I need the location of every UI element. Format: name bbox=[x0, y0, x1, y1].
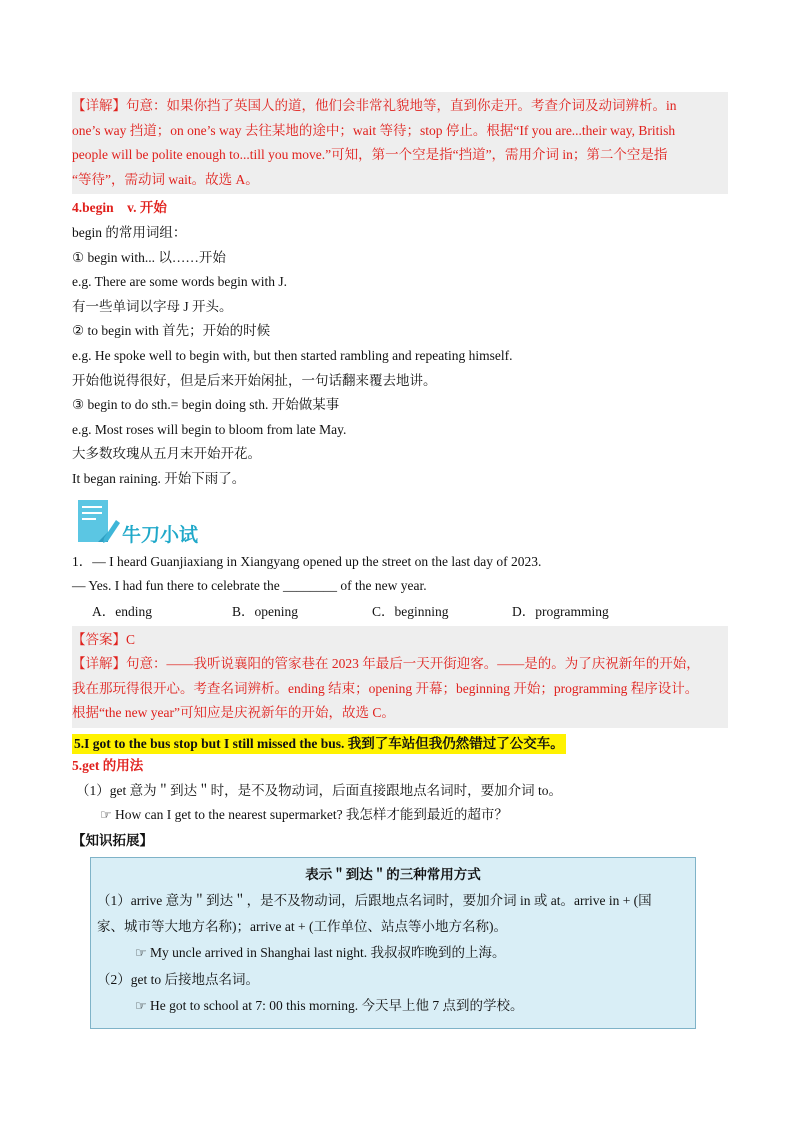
example-text: How can I get to the nearest supermarket? 我怎样才能到最近的超市？ bbox=[115, 807, 508, 823]
option-a: A．ending bbox=[92, 603, 152, 619]
knowledge-expand-label: 【知识拓展】 bbox=[72, 832, 153, 848]
begin-item: e.g. He spoke well to begin with, but then started rambling and repeating himself. bbox=[72, 347, 513, 363]
practice-title bbox=[72, 496, 728, 552]
box-line: 家、城市等大地方名称)；arrive at + (工作单位、站点等小地方名称)。 bbox=[97, 919, 507, 935]
begin-item: ③ begin to do sth.= begin doing sth. 开始做某事 bbox=[72, 397, 340, 413]
get-example-1 bbox=[72, 803, 728, 829]
answer-options bbox=[72, 599, 728, 624]
box-example-2 bbox=[97, 993, 689, 1020]
example-text: He got to school at 7: 00 this morning. 今天早上他 7 点到的学校。 bbox=[150, 998, 524, 1014]
pointing-hand-icon: ☞ bbox=[135, 999, 147, 1015]
option-d: D．programming bbox=[512, 603, 609, 619]
begin-intro: begin 的常用词组： bbox=[72, 224, 187, 240]
begin-item: 有一些单词以字母 J 开头。 bbox=[72, 298, 233, 314]
sentence-5-row bbox=[72, 734, 728, 754]
answer-label: 【答案】C bbox=[72, 631, 136, 647]
knowledge-box bbox=[90, 857, 696, 1029]
get-heading: 5.get 的用法 bbox=[72, 758, 144, 774]
box-title: 表示＂到达＂的三种常用方式 bbox=[305, 867, 481, 883]
detail-line: 【详解】句意：——我听说襄阳的管家巷在 2023 年最后一天开街迎客。——是的。为了庆祝新年的开始， bbox=[72, 656, 700, 672]
question-line-1: 1．— I heard Guanjiaxiang in Xiangyang opened up the street on the last day of 2023. bbox=[72, 553, 542, 569]
highlighted-sentence: 5.I got to the bus stop but I still missed the bus. 我到了车站但我仍然错过了公交车。 bbox=[72, 734, 566, 754]
detail-line: 根据“the new year”可知应是庆祝新年的开始，故选 C。 bbox=[72, 705, 395, 721]
document-page bbox=[72, 0, 728, 1029]
example-text: My uncle arrived in Shanghai last night. 我叔叔昨晚到的上海。 bbox=[150, 945, 506, 961]
practice-title-text: 牛刀小试 bbox=[122, 523, 199, 546]
begin-item: 开始他说得很好，但是后来开始闲扯，一句话翻来覆去地讲。 bbox=[72, 372, 437, 388]
pointing-hand-icon: ☞ bbox=[100, 808, 112, 824]
detail-line: people will be polite enough to...till you move.”可知，第一个空是指“挡道”，需用介词 in；第二个空是指 bbox=[72, 147, 668, 163]
box-line: （1）arrive 意为＂到达＂，是不及物动词，后跟地点名词时，要加介词 in 或 at。arrive in + (国 bbox=[97, 893, 652, 909]
note-icon bbox=[76, 498, 120, 550]
option-b: B．opening bbox=[232, 603, 298, 619]
detail-line: 我在那玩得很开心。考查名词辨析。ending 结束；opening 开幕；beginning 开始；programming 程序设计。 bbox=[72, 680, 699, 696]
begin-item: e.g. Most roses will begin to bloom from late May. bbox=[72, 421, 347, 437]
begin-item: 大多数玫瑰从五月末开始开花。 bbox=[72, 446, 261, 462]
detail-line: one’s way 挡道；on one’s way 去往某地的途中；wait 等待；stop 停止。根据“If you are...their way, British bbox=[72, 122, 676, 138]
option-c: C．beginning bbox=[372, 603, 449, 619]
begin-item: e.g. There are some words begin with J. bbox=[72, 274, 287, 290]
get-rule-1: （1）get 意为＂到达＂时，是不及物动词，后面直接跟地点名词时，要加介词 to。 bbox=[76, 782, 562, 798]
begin-item: It began raining. 开始下雨了。 bbox=[72, 470, 246, 486]
detail-block-1 bbox=[72, 92, 728, 194]
box-example-1 bbox=[97, 940, 689, 967]
box-line: （2）get to 后接地点名词。 bbox=[97, 972, 259, 988]
detail-line: “等待”，需动词 wait。故选 A。 bbox=[72, 171, 259, 187]
pointing-hand-icon: ☞ bbox=[135, 946, 147, 962]
question-line-2: — Yes. I had fun there to celebrate the ________ of the new year. bbox=[72, 578, 427, 594]
begin-heading: 4.begin v. 开始 bbox=[72, 200, 167, 216]
begin-item: ① begin with... 以……开始 bbox=[72, 249, 226, 265]
begin-item: ② to begin with 首先；开始的时候 bbox=[72, 323, 271, 339]
detail-line: 【详解】句意：如果你挡了英国人的道，他们会非常礼貌地等，直到你走开。考查介词及动词辨析。in bbox=[72, 98, 677, 113]
answer-block bbox=[72, 626, 728, 728]
